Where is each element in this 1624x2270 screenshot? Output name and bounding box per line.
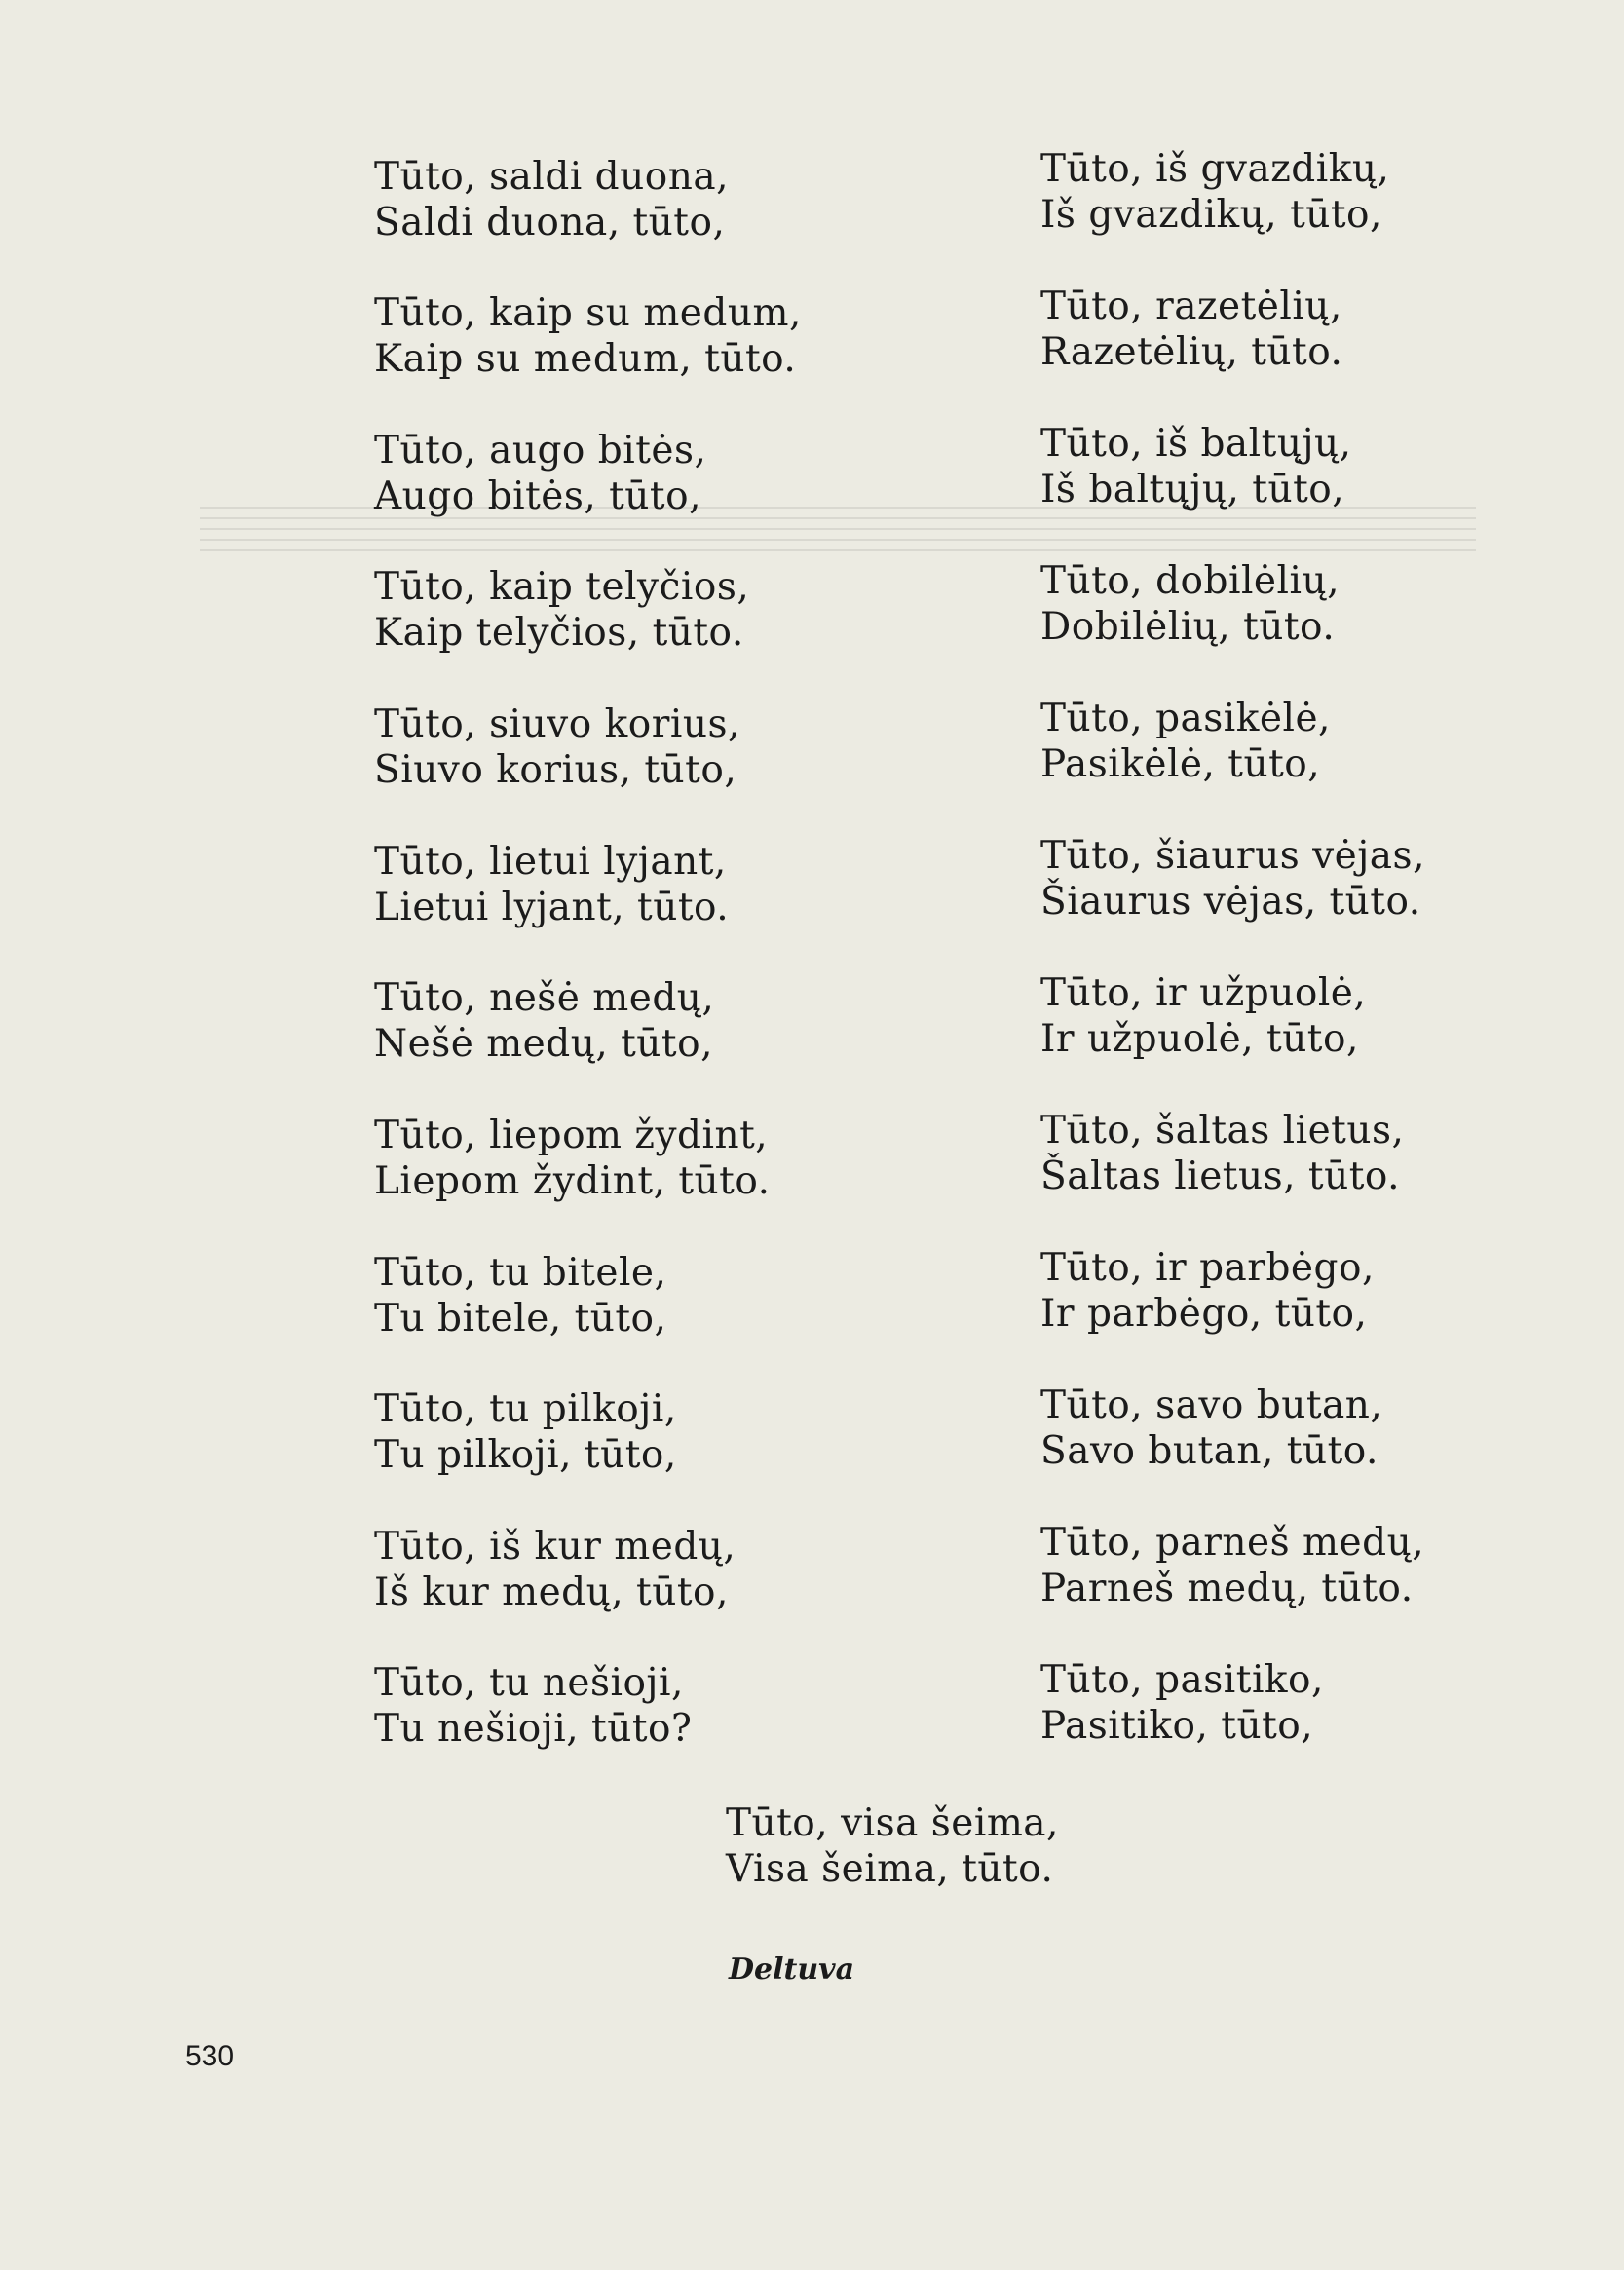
verse-line: Šiaurus vėjas, tūto. — [1040, 880, 1421, 924]
verse-stanza — [1040, 1108, 1586, 1199]
verse-line: Iš kur medų, tūto, — [374, 1570, 729, 1614]
verse-stanza — [374, 1660, 920, 1752]
verse-line: Tūto, ir užpuolė, — [1040, 971, 1367, 1015]
verse-line: Šaltas lietus, tūto. — [1040, 1154, 1401, 1198]
verse-line: Dobilėlių, tūto. — [1040, 605, 1336, 649]
verse-line: Kaip su medum, tūto. — [374, 337, 797, 381]
verse-stanza — [374, 701, 920, 793]
verse-line: Liepom žydint, tūto. — [374, 1159, 771, 1203]
verse-line: Tūto, ir parbėgo, — [1040, 1246, 1375, 1290]
verse-stanza — [374, 290, 920, 382]
verse-stanza — [1040, 1382, 1586, 1474]
verse-line: Siuvo korius, tūto, — [374, 748, 737, 792]
verse-stanza — [1040, 284, 1586, 375]
verse-stanza — [1040, 421, 1586, 512]
verse-line: Saldi duona, tūto, — [374, 201, 726, 245]
verse-line: Tūto, šaltas lietus, — [1040, 1109, 1405, 1153]
verse-line: Nešė medų, tūto, — [374, 1022, 713, 1066]
verse-line: Tūto, dobilėlių, — [1040, 559, 1340, 603]
verse-line: Tūto, parneš medų, — [1040, 1521, 1425, 1565]
verse-line: Tūto, iš gvazdikų, — [1040, 147, 1390, 191]
verse-stanza — [374, 1386, 920, 1478]
verse-line: Tūto, kaip telyčios, — [374, 565, 750, 609]
verse-line: Tūto, iš kur medų, — [374, 1525, 736, 1569]
verse-stanza — [1040, 558, 1586, 650]
verse-stanza — [374, 564, 920, 656]
verse-stanza — [374, 1524, 920, 1615]
verse-line: Pasikėlė, tūto, — [1040, 742, 1321, 786]
place-attribution: Deltuva — [729, 1952, 855, 1986]
verse-line: Tūto, liepom žydint, — [374, 1114, 769, 1157]
verse-line: Tūto, kaip su medum, — [374, 291, 802, 335]
verse-line: Kaip telyčios, tūto. — [374, 611, 744, 655]
verse-line: Tūto, pasitiko, — [1040, 1658, 1324, 1702]
verse-line: Iš gvazdikų, tūto, — [1040, 193, 1382, 237]
verse-line: Lietui lyjant, tūto. — [374, 886, 730, 929]
verse-stanza — [1040, 1520, 1586, 1611]
verse-line: Tūto, pasikėlė, — [1040, 697, 1331, 740]
verse-stanza — [374, 428, 920, 519]
verse-line: Tūto, savo butan, — [1040, 1383, 1383, 1427]
verse-stanza — [1040, 146, 1586, 238]
verse-line: Tūto, šiaurus vėjas, — [1040, 834, 1425, 878]
final-stanza — [726, 1800, 1059, 1892]
verse-line: Iš baltųjų, tūto, — [1040, 468, 1345, 511]
verse-line: Tūto, siuvo korius, — [374, 702, 740, 746]
verse-line: Tu pilkoji, tūto, — [374, 1433, 677, 1477]
verse-line: Tūto, nešė medų, — [374, 976, 715, 1020]
verse-stanza — [1040, 696, 1586, 787]
verse-stanza — [1040, 833, 1586, 925]
verse-stanza — [1040, 970, 1586, 1062]
verse-line: Tu nešioji, tūto? — [374, 1707, 693, 1751]
verse-line: Tūto, tu nešioji, — [374, 1661, 684, 1705]
verse-line: Tūto, tu bitele, — [374, 1251, 667, 1295]
verse-line: Parneš medų, tūto. — [1040, 1567, 1414, 1610]
verse-line: Razetėlių, tūto. — [1040, 330, 1343, 374]
page-number: 530 — [185, 2040, 235, 2072]
verse-line: Tūto, razetėlių, — [1040, 284, 1342, 328]
verse-line: Visa šeima, tūto. — [726, 1847, 1054, 1891]
verse-stanza — [1040, 1657, 1586, 1749]
verse-stanza — [374, 1250, 920, 1342]
verse-line: Tūto, augo bitės, — [374, 429, 707, 473]
verse-line: Tu bitele, tūto, — [374, 1297, 667, 1341]
verse-line: Tūto, saldi duona, — [374, 155, 729, 199]
verse-line: Ir užpuolė, tūto, — [1040, 1017, 1359, 1061]
verse-line: Pasitiko, tūto, — [1040, 1704, 1314, 1748]
verse-line: Tūto, iš baltųjų, — [1040, 422, 1352, 466]
verse-line: Tūto, visa šeima, — [726, 1801, 1059, 1845]
verse-line: Augo bitės, tūto, — [374, 474, 701, 518]
verse-line: Ir parbėgo, tūto, — [1040, 1292, 1368, 1336]
verse-line: Tūto, tu pilkoji, — [374, 1387, 677, 1431]
verse-stanza — [374, 975, 920, 1067]
verse-line: Savo butan, tūto. — [1040, 1429, 1379, 1473]
verse-stanza — [374, 154, 920, 246]
verse-line: Tūto, lietui lyjant, — [374, 840, 727, 884]
verse-stanza — [1040, 1245, 1586, 1337]
verse-stanza — [374, 839, 920, 930]
verse-stanza — [374, 1113, 920, 1204]
